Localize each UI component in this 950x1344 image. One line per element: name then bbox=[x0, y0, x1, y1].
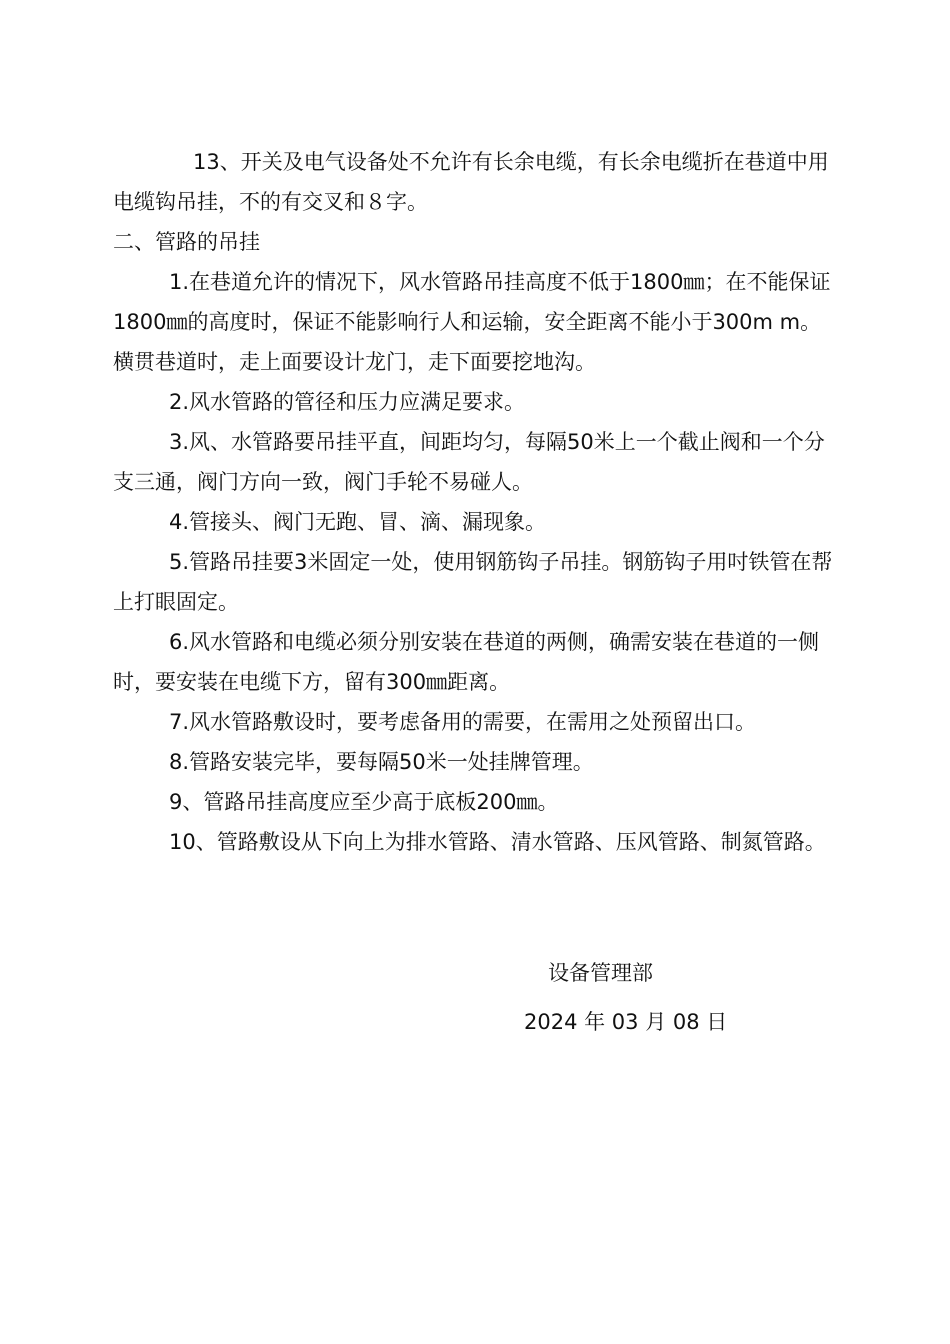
document-body bbox=[113, 142, 840, 862]
paragraph-item-8: 8.管路安装完毕，要每隔50米一处挂牌管理。 bbox=[169, 750, 594, 774]
paragraph-item-6: 6.风水管路和电缆必须分别安装在巷道的两侧，确需安装在巷道的一侧时，要安装在电缆下方，留有300㎜距离。 bbox=[113, 630, 820, 694]
signature-date: 2024 年 03 月 08 日 bbox=[524, 1010, 728, 1034]
paragraph-item-5: 5.管路吊挂要3米固定一处，使用钢筋钩子吊挂。钢筋钩子用吋铁管在帮上打眼固定。 bbox=[113, 550, 833, 614]
paragraph-item-13: 13、开关及电气设备处不允许有长余电缆，有长余电缆折在巷道中用电缆钩吊挂，不的有交叉和８字。 bbox=[113, 150, 829, 214]
signature-department: 设备管理部 bbox=[548, 961, 653, 985]
paragraph-item-2: 2.风水管路的管径和压力应满足要求。 bbox=[169, 390, 526, 414]
paragraph-item-4: 4.管接头、阀门无跑、冒、滴、漏现象。 bbox=[169, 510, 547, 534]
paragraph-item-1: 1.在巷道允许的情况下，风水管路吊挂高度不低于1800㎜；在不能保证1800㎜的高度时，保证不能影响行人和运输，安全距离不能小于300m m。横贯巷道时，走上面要设计龙门，走下面要挖地沟。 bbox=[113, 270, 831, 374]
paragraph-item-10: 10、管路敷设从下向上为排水管路、清水管路、压风管路、制氮管路。 bbox=[169, 830, 826, 854]
paragraph-item-9: 9、管路吊挂高度应至少高于底板200㎜。 bbox=[169, 790, 559, 814]
paragraph-item-3: 3.风、水管路要吊挂平直，间距均匀，每隔50米上一个截止阀和一个分支三通，阀门方向一致，阀门手轮不易碰人。 bbox=[113, 430, 825, 494]
paragraph-item-7: 7.风水管路敷设时，要考虑备用的需要，在需用之处预留出口。 bbox=[169, 710, 757, 734]
section-heading-pipeline-hanging: 二、管路的吊挂 bbox=[113, 230, 260, 254]
